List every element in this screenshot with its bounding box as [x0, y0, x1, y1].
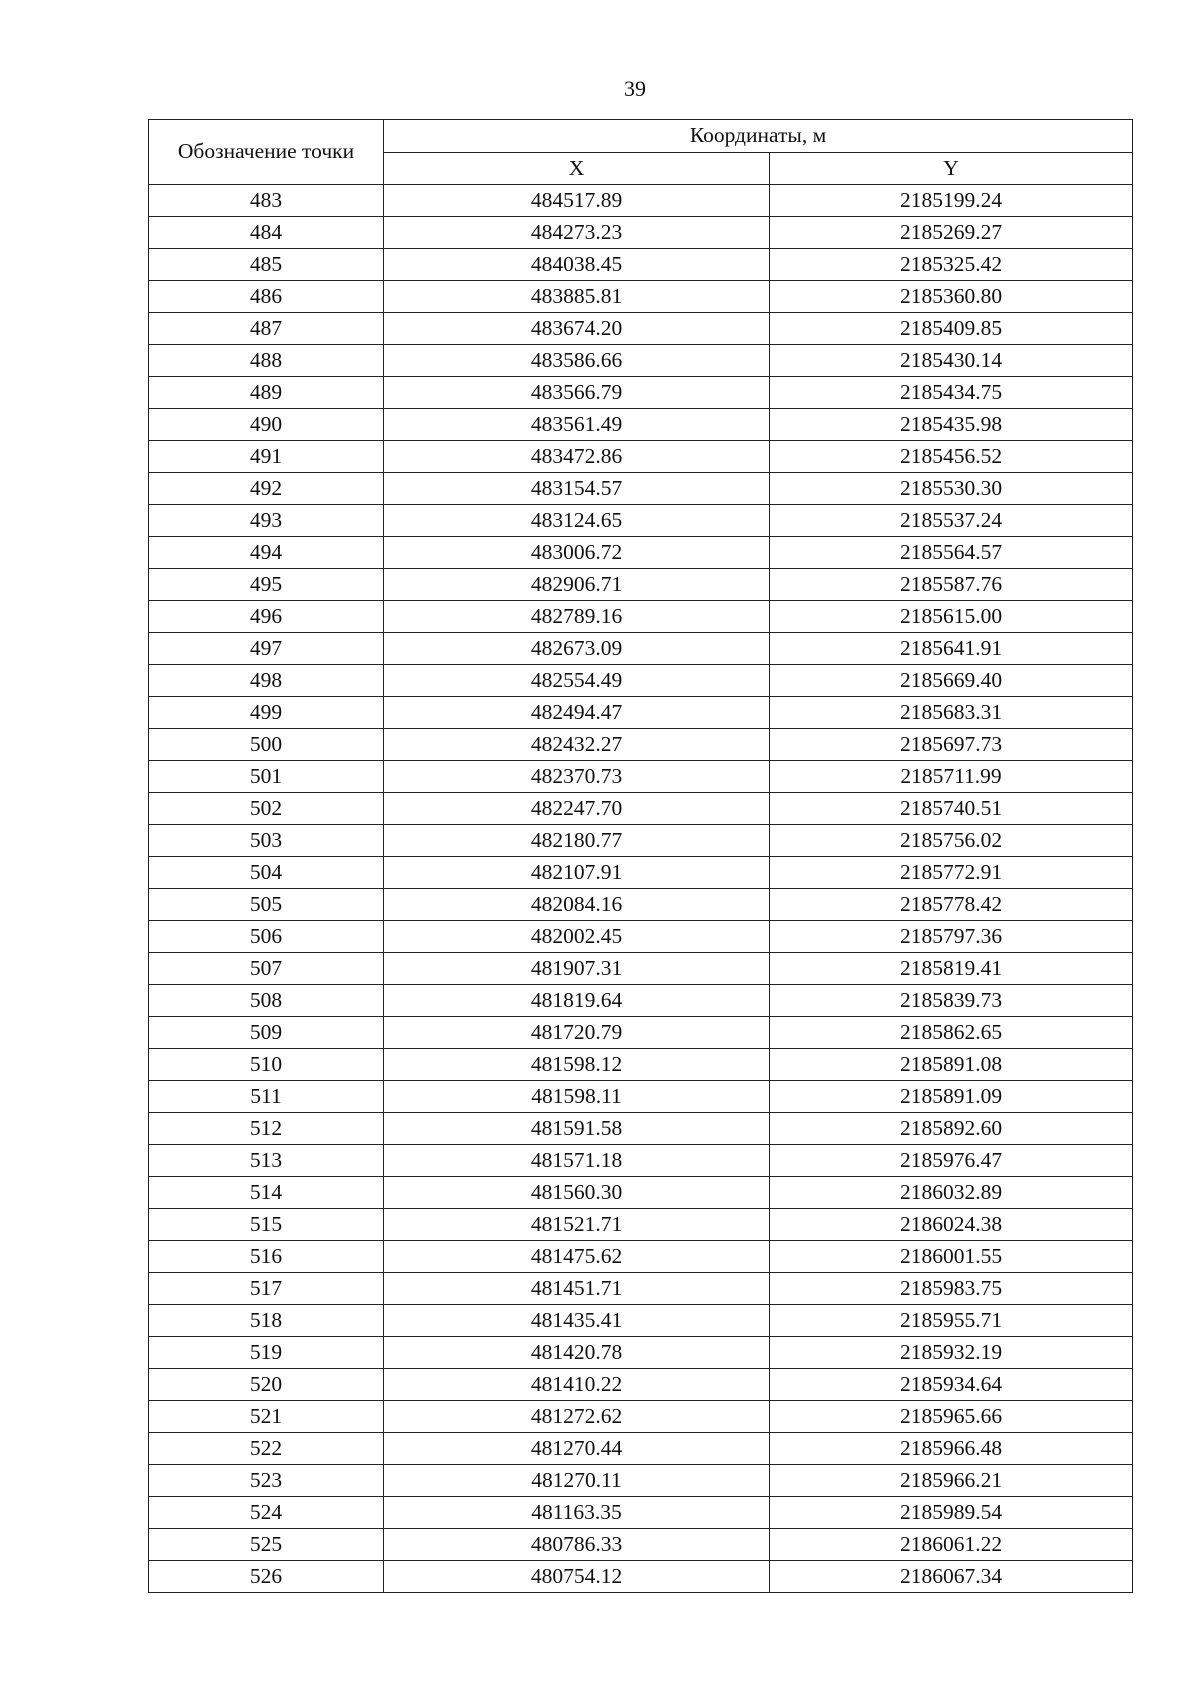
header-point-designation: Обозначение точки: [149, 120, 384, 185]
x-coordinate-cell: 483124.65: [384, 505, 770, 537]
point-id-cell: 490: [149, 409, 384, 441]
x-coordinate-cell: 482432.27: [384, 729, 770, 761]
y-coordinate-cell: 2185955.71: [770, 1305, 1133, 1337]
x-coordinate-cell: 481907.31: [384, 953, 770, 985]
x-coordinate-cell: 482107.91: [384, 857, 770, 889]
point-id-cell: 502: [149, 793, 384, 825]
table-row: [149, 1177, 1133, 1209]
point-id-cell: 503: [149, 825, 384, 857]
x-coordinate-cell: 480754.12: [384, 1561, 770, 1593]
y-coordinate-cell: 2185456.52: [770, 441, 1133, 473]
y-coordinate-cell: 2185615.00: [770, 601, 1133, 633]
y-coordinate-cell: 2185711.99: [770, 761, 1133, 793]
point-id-cell: 495: [149, 569, 384, 601]
y-coordinate-cell: 2185564.57: [770, 537, 1133, 569]
y-coordinate-cell: 2185989.54: [770, 1497, 1133, 1529]
point-id-cell: 513: [149, 1145, 384, 1177]
table-row: [149, 569, 1133, 601]
x-coordinate-cell: 482673.09: [384, 633, 770, 665]
point-id-cell: 501: [149, 761, 384, 793]
x-coordinate-cell: 480786.33: [384, 1529, 770, 1561]
x-coordinate-cell: 481598.12: [384, 1049, 770, 1081]
table-row: [149, 249, 1133, 281]
x-coordinate-cell: 481410.22: [384, 1369, 770, 1401]
table-row: [149, 697, 1133, 729]
x-coordinate-cell: 482906.71: [384, 569, 770, 601]
point-id-cell: 525: [149, 1529, 384, 1561]
table-row: [149, 1017, 1133, 1049]
x-coordinate-cell: 483566.79: [384, 377, 770, 409]
table-row: [149, 409, 1133, 441]
table-row: [149, 921, 1133, 953]
page-number: 39: [624, 76, 646, 101]
y-coordinate-cell: 2185891.08: [770, 1049, 1133, 1081]
y-coordinate-cell: 2186001.55: [770, 1241, 1133, 1273]
table-row: [149, 1081, 1133, 1113]
x-coordinate-cell: 481819.64: [384, 985, 770, 1017]
point-id-cell: 483: [149, 185, 384, 217]
x-coordinate-cell: 481163.35: [384, 1497, 770, 1529]
point-id-cell: 505: [149, 889, 384, 921]
point-id-cell: 526: [149, 1561, 384, 1593]
y-coordinate-cell: 2185862.65: [770, 1017, 1133, 1049]
y-coordinate-cell: 2185839.73: [770, 985, 1133, 1017]
table-row: [149, 1273, 1133, 1305]
y-coordinate-cell: 2185819.41: [770, 953, 1133, 985]
point-id-cell: 510: [149, 1049, 384, 1081]
point-id-cell: 493: [149, 505, 384, 537]
x-coordinate-cell: 481270.11: [384, 1465, 770, 1497]
y-coordinate-cell: 2186032.89: [770, 1177, 1133, 1209]
table-row: [149, 505, 1133, 537]
table-row: [149, 1465, 1133, 1497]
y-coordinate-cell: 2185641.91: [770, 633, 1133, 665]
point-id-cell: 516: [149, 1241, 384, 1273]
x-coordinate-cell: 483154.57: [384, 473, 770, 505]
y-coordinate-cell: 2185409.85: [770, 313, 1133, 345]
point-id-cell: 504: [149, 857, 384, 889]
table-row: [149, 1209, 1133, 1241]
y-coordinate-cell: 2185434.75: [770, 377, 1133, 409]
x-coordinate-cell: 482180.77: [384, 825, 770, 857]
x-coordinate-cell: 483006.72: [384, 537, 770, 569]
point-id-cell: 512: [149, 1113, 384, 1145]
y-coordinate-cell: 2185269.27: [770, 217, 1133, 249]
table-row: [149, 729, 1133, 761]
point-id-cell: 500: [149, 729, 384, 761]
table-row: [149, 601, 1133, 633]
point-id-cell: 519: [149, 1337, 384, 1369]
point-id-cell: 521: [149, 1401, 384, 1433]
y-coordinate-cell: 2185360.80: [770, 281, 1133, 313]
x-coordinate-cell: 481521.71: [384, 1209, 770, 1241]
point-id-cell: 517: [149, 1273, 384, 1305]
x-coordinate-cell: 482247.70: [384, 793, 770, 825]
y-coordinate-cell: 2185430.14: [770, 345, 1133, 377]
table-row: [149, 1561, 1133, 1593]
y-coordinate-cell: 2185587.76: [770, 569, 1133, 601]
x-coordinate-cell: 482789.16: [384, 601, 770, 633]
table-row: [149, 1145, 1133, 1177]
table-row: [149, 313, 1133, 345]
y-coordinate-cell: 2185325.42: [770, 249, 1133, 281]
point-id-cell: 496: [149, 601, 384, 633]
table-row: [149, 185, 1133, 217]
point-id-cell: 498: [149, 665, 384, 697]
point-id-cell: 487: [149, 313, 384, 345]
table-row: [149, 761, 1133, 793]
y-coordinate-cell: 2185966.48: [770, 1433, 1133, 1465]
y-coordinate-cell: 2185756.02: [770, 825, 1133, 857]
x-coordinate-cell: 483885.81: [384, 281, 770, 313]
y-coordinate-cell: 2185797.36: [770, 921, 1133, 953]
y-coordinate-cell: 2185934.64: [770, 1369, 1133, 1401]
table-row: [149, 1401, 1133, 1433]
y-coordinate-cell: 2185932.19: [770, 1337, 1133, 1369]
point-id-cell: 514: [149, 1177, 384, 1209]
point-id-cell: 484: [149, 217, 384, 249]
table-row: [149, 985, 1133, 1017]
x-coordinate-cell: 482370.73: [384, 761, 770, 793]
table-row: [149, 1049, 1133, 1081]
y-coordinate-cell: 2185740.51: [770, 793, 1133, 825]
point-id-cell: 507: [149, 953, 384, 985]
table-row: [149, 345, 1133, 377]
x-coordinate-cell: 481720.79: [384, 1017, 770, 1049]
x-coordinate-cell: 483561.49: [384, 409, 770, 441]
header-x: X: [384, 152, 770, 185]
y-coordinate-cell: 2185965.66: [770, 1401, 1133, 1433]
table-row: [149, 1433, 1133, 1465]
y-coordinate-cell: 2185983.75: [770, 1273, 1133, 1305]
y-coordinate-cell: 2186061.22: [770, 1529, 1133, 1561]
y-coordinate-cell: 2185435.98: [770, 409, 1133, 441]
table-row: [149, 1113, 1133, 1145]
header-coordinates: Координаты, м: [384, 120, 1133, 153]
table-row: [149, 857, 1133, 889]
point-id-cell: 491: [149, 441, 384, 473]
point-id-cell: 523: [149, 1465, 384, 1497]
x-coordinate-cell: 484517.89: [384, 185, 770, 217]
point-id-cell: 524: [149, 1497, 384, 1529]
table-body: [149, 185, 1133, 1593]
x-coordinate-cell: 481435.41: [384, 1305, 770, 1337]
point-id-cell: 492: [149, 473, 384, 505]
point-id-cell: 511: [149, 1081, 384, 1113]
y-coordinate-cell: 2186024.38: [770, 1209, 1133, 1241]
x-coordinate-cell: 481591.58: [384, 1113, 770, 1145]
table-row: [149, 1337, 1133, 1369]
y-coordinate-cell: 2185772.91: [770, 857, 1133, 889]
table-row: [149, 1241, 1133, 1273]
x-coordinate-cell: 482002.45: [384, 921, 770, 953]
y-coordinate-cell: 2185683.31: [770, 697, 1133, 729]
table-row: [149, 793, 1133, 825]
point-id-cell: 520: [149, 1369, 384, 1401]
x-coordinate-cell: 481571.18: [384, 1145, 770, 1177]
table-row: [149, 1529, 1133, 1561]
point-id-cell: 497: [149, 633, 384, 665]
point-id-cell: 486: [149, 281, 384, 313]
x-coordinate-cell: 481475.62: [384, 1241, 770, 1273]
point-id-cell: 499: [149, 697, 384, 729]
x-coordinate-cell: 481270.44: [384, 1433, 770, 1465]
point-id-cell: 515: [149, 1209, 384, 1241]
table-row: [149, 1497, 1133, 1529]
y-coordinate-cell: 2185891.09: [770, 1081, 1133, 1113]
x-coordinate-cell: 484038.45: [384, 249, 770, 281]
header-y: Y: [770, 152, 1133, 185]
table-row: [149, 665, 1133, 697]
x-coordinate-cell: 481420.78: [384, 1337, 770, 1369]
x-coordinate-cell: 484273.23: [384, 217, 770, 249]
table-row: [149, 889, 1133, 921]
y-coordinate-cell: 2185966.21: [770, 1465, 1133, 1497]
point-id-cell: 518: [149, 1305, 384, 1337]
coordinates-table: [148, 119, 1133, 1593]
x-coordinate-cell: 481451.71: [384, 1273, 770, 1305]
point-id-cell: 485: [149, 249, 384, 281]
point-id-cell: 508: [149, 985, 384, 1017]
y-coordinate-cell: 2185976.47: [770, 1145, 1133, 1177]
table-row: [149, 633, 1133, 665]
point-id-cell: 488: [149, 345, 384, 377]
y-coordinate-cell: 2185537.24: [770, 505, 1133, 537]
point-id-cell: 522: [149, 1433, 384, 1465]
x-coordinate-cell: 483472.86: [384, 441, 770, 473]
point-id-cell: 494: [149, 537, 384, 569]
y-coordinate-cell: 2186067.34: [770, 1561, 1133, 1593]
table-row: [149, 953, 1133, 985]
table-row: [149, 1369, 1133, 1401]
x-coordinate-cell: 482554.49: [384, 665, 770, 697]
x-coordinate-cell: 483674.20: [384, 313, 770, 345]
x-coordinate-cell: 483586.66: [384, 345, 770, 377]
y-coordinate-cell: 2185697.73: [770, 729, 1133, 761]
x-coordinate-cell: 482084.16: [384, 889, 770, 921]
x-coordinate-cell: 482494.47: [384, 697, 770, 729]
y-coordinate-cell: 2185778.42: [770, 889, 1133, 921]
table-row: [149, 281, 1133, 313]
y-coordinate-cell: 2185669.40: [770, 665, 1133, 697]
table-row: [149, 377, 1133, 409]
y-coordinate-cell: 2185530.30: [770, 473, 1133, 505]
table-row: [149, 217, 1133, 249]
y-coordinate-cell: 2185199.24: [770, 185, 1133, 217]
x-coordinate-cell: 481598.11: [384, 1081, 770, 1113]
table-row: [149, 1305, 1133, 1337]
table-row: [149, 441, 1133, 473]
x-coordinate-cell: 481272.62: [384, 1401, 770, 1433]
point-id-cell: 509: [149, 1017, 384, 1049]
y-coordinate-cell: 2185892.60: [770, 1113, 1133, 1145]
point-id-cell: 506: [149, 921, 384, 953]
table-header: [149, 120, 1133, 185]
table-row: [149, 537, 1133, 569]
table-row: [149, 825, 1133, 857]
table-row: [149, 473, 1133, 505]
point-id-cell: 489: [149, 377, 384, 409]
x-coordinate-cell: 481560.30: [384, 1177, 770, 1209]
